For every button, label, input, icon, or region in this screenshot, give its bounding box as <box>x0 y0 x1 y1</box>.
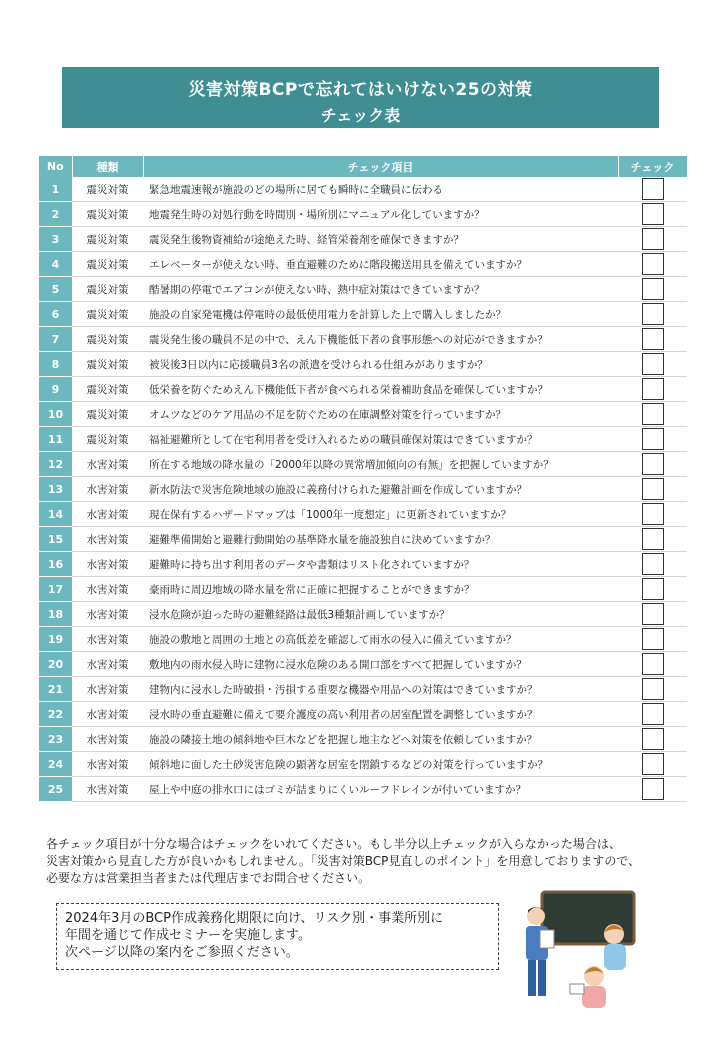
row-check-item: 福祉避難所として在宅利用者を受け入れるための職員確保対策はできていますか？ <box>143 427 618 452</box>
row-number: 13 <box>39 477 72 502</box>
row-number: 3 <box>39 227 72 252</box>
row-category: 震災対策 <box>72 177 143 202</box>
row-number: 21 <box>39 677 72 702</box>
row-check-item: エレベーターが使えない時、垂直避難のために階段搬送用具を備えていますか？ <box>143 252 618 277</box>
row-check-cell <box>618 552 687 577</box>
row-check-item: 傾斜地に面した土砂災害危険の顕著な居室を閉鎖するなどの対策を行っていますか？ <box>143 752 618 777</box>
row-check-cell <box>618 627 687 652</box>
row-category: 水害対策 <box>72 752 143 777</box>
checkbox[interactable] <box>642 728 664 750</box>
checkbox[interactable] <box>642 353 664 375</box>
row-number: 16 <box>39 552 72 577</box>
row-number: 22 <box>39 702 72 727</box>
checkbox[interactable] <box>642 503 664 525</box>
row-check-item: 震災発生後の職員不足の中で、えん下機能低下者の食事形態への対応ができますか？ <box>143 327 618 352</box>
checkbox[interactable] <box>642 653 664 675</box>
table-row <box>39 752 687 777</box>
row-check-cell <box>618 527 687 552</box>
checkbox[interactable] <box>642 678 664 700</box>
checkbox[interactable] <box>642 603 664 625</box>
row-check-cell <box>618 252 687 277</box>
row-check-cell <box>618 777 687 802</box>
row-category: 水害対策 <box>72 702 143 727</box>
header-item: チェック項目 <box>143 156 618 177</box>
table-row <box>39 652 687 677</box>
row-category: 震災対策 <box>72 327 143 352</box>
row-number: 9 <box>39 377 72 402</box>
table-row <box>39 452 687 477</box>
row-category: 震災対策 <box>72 352 143 377</box>
row-number: 5 <box>39 277 72 302</box>
row-number: 20 <box>39 652 72 677</box>
row-check-cell <box>618 752 687 777</box>
row-category: 水害対策 <box>72 452 143 477</box>
table-row <box>39 227 687 252</box>
info-line-1: 2024年3月のBCP作成義務化期限に向け、リスク別・事業所別に <box>65 911 444 926</box>
row-check-item: オムツなどのケア用品の不足を防ぐための在庫調整対策を行っていますか？ <box>143 402 618 427</box>
row-number: 1 <box>39 177 72 202</box>
table-header-row <box>39 156 687 177</box>
row-check-item: 震災発生後物資補給が途絶えた時、経管栄養剤を確保できますか？ <box>143 227 618 252</box>
row-check-cell <box>618 577 687 602</box>
row-check-cell <box>618 177 687 202</box>
row-check-cell <box>618 352 687 377</box>
table-row <box>39 402 687 427</box>
row-number: 17 <box>39 577 72 602</box>
info-line-3: 次ページ以降の案内をご参照ください。 <box>65 945 299 960</box>
row-number: 15 <box>39 527 72 552</box>
row-number: 8 <box>39 352 72 377</box>
row-check-item: 施設の敷地と周囲の土地との高低差を確認して雨水の侵入に備えていますか？ <box>143 627 618 652</box>
checkbox[interactable] <box>642 378 664 400</box>
title-banner <box>62 67 659 128</box>
row-category: 震災対策 <box>72 202 143 227</box>
row-check-item: 避難時に持ち出す利用者のデータや書類はリスト化されていますか？ <box>143 552 618 577</box>
row-category: 水害対策 <box>72 552 143 577</box>
row-category: 水害対策 <box>72 577 143 602</box>
checkbox[interactable] <box>642 553 664 575</box>
note-line-3: 必要な方は営業担当者または代理店までお問合せください。 <box>46 871 371 885</box>
row-check-item: 現在保有するハザードマップは「1000年一度想定」に更新されていますか？ <box>143 502 618 527</box>
row-check-cell <box>618 727 687 752</box>
checkbox[interactable] <box>642 428 664 450</box>
row-check-cell <box>618 402 687 427</box>
row-check-item: 地震発生時の対処行動を時間別・場所別にマニュアル化していますか？ <box>143 202 618 227</box>
row-check-item: 屋上や中庭の排水口にはゴミが詰まりにくいルーフドレインが付いていますか？ <box>143 777 618 802</box>
title-line-2: チェック表 <box>320 106 401 125</box>
row-category: 水害対策 <box>72 777 143 802</box>
row-check-cell <box>618 652 687 677</box>
row-number: 7 <box>39 327 72 352</box>
table-row <box>39 352 687 377</box>
table-row <box>39 727 687 752</box>
checkbox[interactable] <box>642 328 664 350</box>
row-check-item: 豪雨時に周辺地域の降水量を常に正確に把握することができますか？ <box>143 577 618 602</box>
header-check: チェック <box>618 156 687 177</box>
row-check-cell <box>618 677 687 702</box>
row-check-item: 敷地内の雨水侵入時に建物に浸水危険のある開口部をすべて把握していますか？ <box>143 652 618 677</box>
row-category: 震災対策 <box>72 427 143 452</box>
row-number: 19 <box>39 627 72 652</box>
table-row <box>39 677 687 702</box>
row-check-cell <box>618 477 687 502</box>
row-category: 水害対策 <box>72 627 143 652</box>
checkbox[interactable] <box>642 778 664 800</box>
row-category: 水害対策 <box>72 677 143 702</box>
table-row <box>39 602 687 627</box>
row-number: 11 <box>39 427 72 452</box>
checkbox[interactable] <box>642 578 664 600</box>
table-row <box>39 202 687 227</box>
row-category: 震災対策 <box>72 227 143 252</box>
row-number: 25 <box>39 777 72 802</box>
row-category: 水害対策 <box>72 652 143 677</box>
checkbox[interactable] <box>642 478 664 500</box>
row-number: 14 <box>39 502 72 527</box>
table-row <box>39 777 687 802</box>
checklist-table <box>39 156 688 802</box>
row-number: 23 <box>39 727 72 752</box>
checkbox[interactable] <box>642 228 664 250</box>
row-check-cell <box>618 302 687 327</box>
row-check-cell <box>618 502 687 527</box>
row-category: 水害対策 <box>72 502 143 527</box>
row-category: 水害対策 <box>72 527 143 552</box>
table-row <box>39 427 687 452</box>
row-category: 水害対策 <box>72 727 143 752</box>
table-row <box>39 302 687 327</box>
row-check-cell <box>618 452 687 477</box>
row-check-item: 酷暑期の停電でエアコンが使えない時、熱中症対策はできていますか？ <box>143 277 618 302</box>
row-category: 震災対策 <box>72 277 143 302</box>
row-check-item: 被災後3日以内に応援職員3名の派遣を受けられる仕組みがありますか？ <box>143 352 618 377</box>
checkbox[interactable] <box>642 303 664 325</box>
checkbox[interactable] <box>642 703 664 725</box>
table-row <box>39 527 687 552</box>
table-row <box>39 477 687 502</box>
table-row <box>39 702 687 727</box>
teacher-and-children-illustration-icon <box>518 880 648 1010</box>
table-row <box>39 577 687 602</box>
table-row <box>39 627 687 652</box>
table-row <box>39 177 687 202</box>
table-row <box>39 327 687 352</box>
row-number: 24 <box>39 752 72 777</box>
row-number: 12 <box>39 452 72 477</box>
row-number: 4 <box>39 252 72 277</box>
row-check-cell <box>618 202 687 227</box>
checkbox[interactable] <box>642 628 664 650</box>
row-number: 18 <box>39 602 72 627</box>
info-line-2: 年間を通じて作成セミナーを実施します。 <box>65 928 311 943</box>
checkbox[interactable] <box>642 278 664 300</box>
checkbox[interactable] <box>642 753 664 775</box>
row-category: 震災対策 <box>72 402 143 427</box>
row-check-item: 新水防法で災害危険地域の施設に義務付けられた避難計画を作成していますか？ <box>143 477 618 502</box>
note-line-2: 災害対策から見直した方が良いかもしれません。「災害対策BCP見直しのポイント」を用意しておりますので、 <box>46 854 641 868</box>
row-check-cell <box>618 427 687 452</box>
row-check-cell <box>618 377 687 402</box>
row-check-item: 施設の隣接土地の傾斜地や巨木などを把握し地主などへ対策を依頼していますか？ <box>143 727 618 752</box>
row-check-cell <box>618 602 687 627</box>
row-category: 水害対策 <box>72 602 143 627</box>
header-no: No <box>39 156 72 177</box>
row-category: 水害対策 <box>72 477 143 502</box>
note-line-1: 各チェック項目が十分な場合はチェックをいれてください。もし半分以上チェックが入らなかった場合は、 <box>46 837 621 851</box>
row-category: 震災対策 <box>72 302 143 327</box>
table-row <box>39 377 687 402</box>
row-check-cell <box>618 702 687 727</box>
row-check-item: 避難準備開始と避難行動開始の基準降水量を施設独自に決めていますか？ <box>143 527 618 552</box>
row-category: 震災対策 <box>72 252 143 277</box>
row-check-cell <box>618 327 687 352</box>
row-check-item: 浸水危険が迫った時の避難経路は最低3種類計画していますか？ <box>143 602 618 627</box>
row-check-cell <box>618 277 687 302</box>
row-check-item: 緊急地震速報が施設のどの場所に居ても瞬時に全職員に伝わる <box>143 177 618 202</box>
checkbox[interactable] <box>642 178 664 200</box>
table-row <box>39 252 687 277</box>
row-check-item: 浸水時の垂直避難に備えて要介護度の高い利用者の居室配置を調整していますか？ <box>143 702 618 727</box>
table-row <box>39 502 687 527</box>
checkbox[interactable] <box>642 203 664 225</box>
table-row <box>39 552 687 577</box>
checkbox[interactable] <box>642 403 664 425</box>
row-check-cell <box>618 227 687 252</box>
row-check-item: 建物内に浸水した時破損・汚損する重要な機器や用品への対策はできていますか？ <box>143 677 618 702</box>
seminar-info-box <box>56 903 499 970</box>
header-category: 種類 <box>72 156 143 177</box>
table-row <box>39 277 687 302</box>
row-check-item: 低栄養を防ぐためえん下機能低下者が食べられる栄養補助食品を確保していますか？ <box>143 377 618 402</box>
checkbox[interactable] <box>642 453 664 475</box>
row-number: 10 <box>39 402 72 427</box>
row-check-item: 所在する地域の降水量の「2000年以降の異常増加傾向の有無」を把握していますか？ <box>143 452 618 477</box>
checkbox[interactable] <box>642 253 664 275</box>
row-number: 2 <box>39 202 72 227</box>
row-number: 6 <box>39 302 72 327</box>
title-line-1: 災害対策BCPで忘れてはいけない25の対策 <box>188 80 533 100</box>
row-check-item: 施設の自家発電機は停電時の最低使用電力を計算した上で購入しましたか？ <box>143 302 618 327</box>
checkbox[interactable] <box>642 528 664 550</box>
row-category: 震災対策 <box>72 377 143 402</box>
